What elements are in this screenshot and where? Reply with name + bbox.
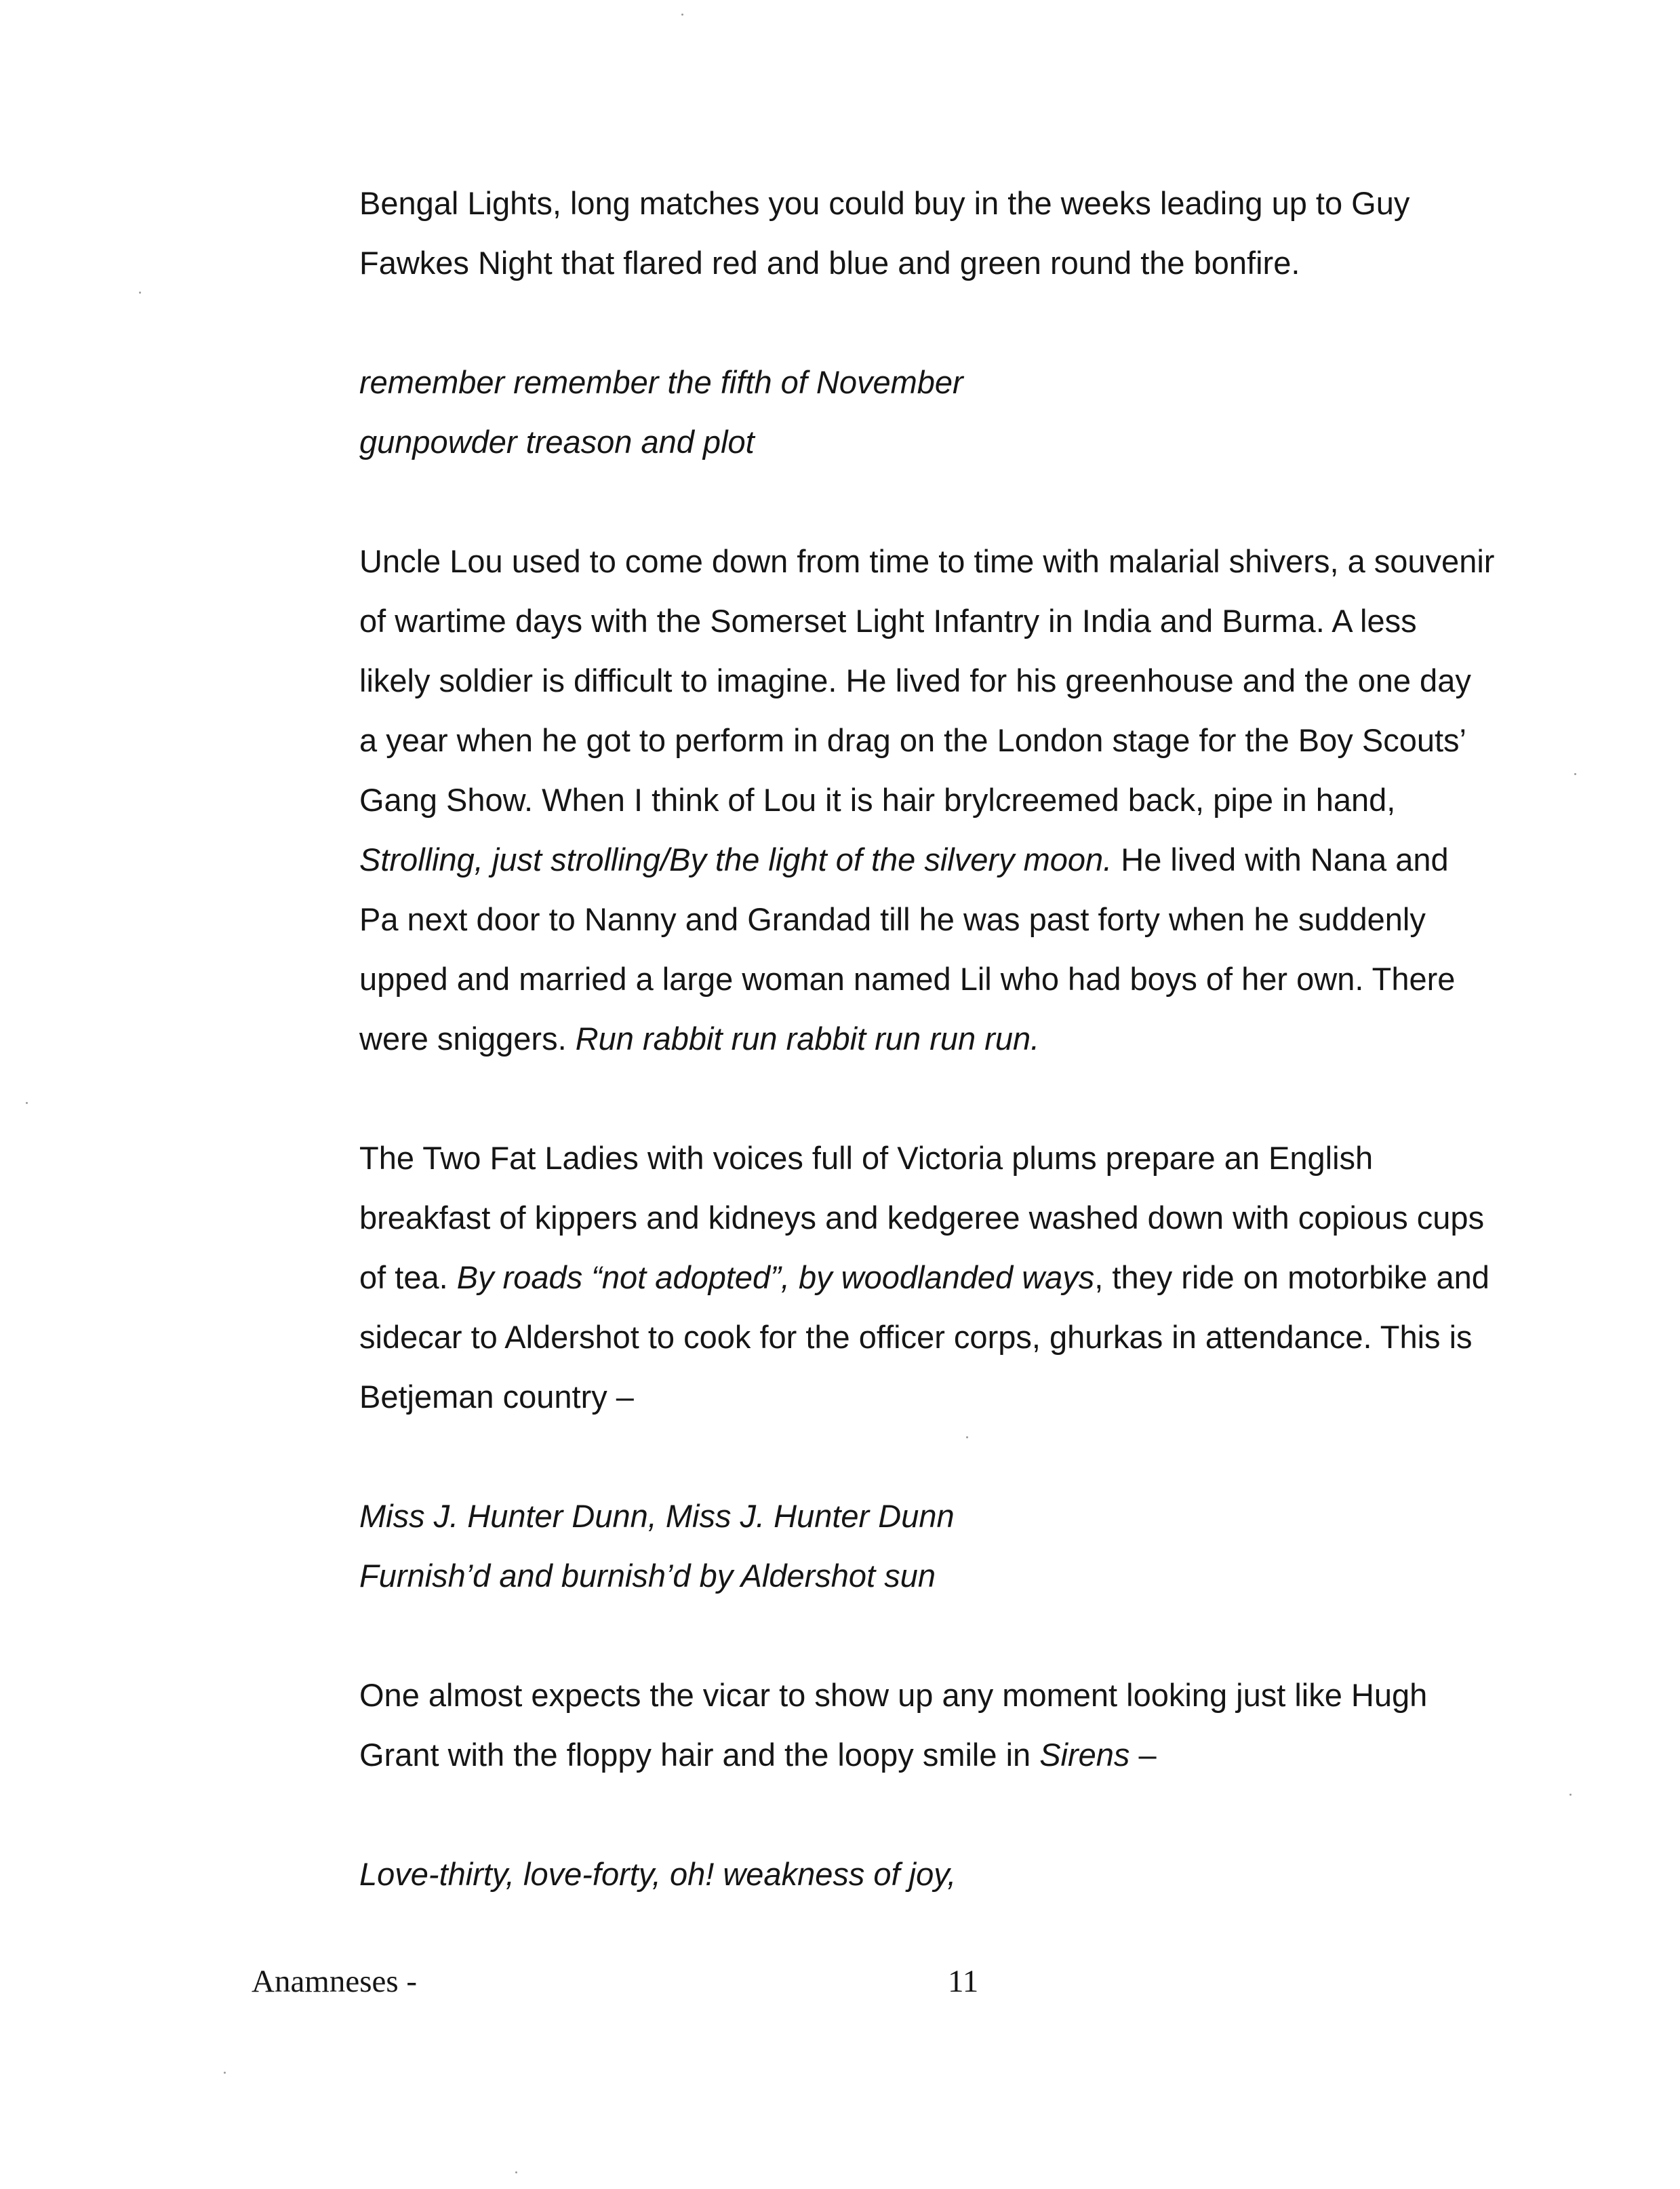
text-run: Love-thirty, love-forty, oh! weakness of joy, xyxy=(359,1856,957,1892)
text-line xyxy=(359,591,1600,651)
verse-line xyxy=(359,1486,1600,1546)
text-line xyxy=(359,1725,1600,1785)
text-line xyxy=(359,1009,1600,1069)
verse-line xyxy=(359,353,1600,412)
text-run: Grant with the floppy hair and the loopy smile in xyxy=(359,1737,1040,1773)
scan-speck xyxy=(1574,773,1576,775)
text-run: Strolling, just strolling/By the light of the silvery moon. xyxy=(359,842,1113,877)
footer-title: Anamneses - xyxy=(252,1964,418,1999)
text-run: Gang Show. When I think of Lou it is hair brylcreemed back, pipe in hand, xyxy=(359,782,1396,818)
text-run: – xyxy=(1129,1737,1157,1773)
text-run: of wartime days with the Somerset Light Infantry in India and Burma. A less xyxy=(359,603,1417,639)
text-line xyxy=(359,233,1600,293)
text-run: a year when he got to perform in drag on the London stage for the Boy Scouts’ xyxy=(359,722,1466,758)
text-line xyxy=(359,651,1600,711)
text-line xyxy=(359,1248,1600,1307)
text-run: , they ride on motorbike and xyxy=(1094,1259,1489,1295)
text-run: were sniggers. xyxy=(359,1021,576,1057)
text-run: Miss J. Hunter Dunn, Miss J. Hunter Dunn xyxy=(359,1498,955,1534)
text-run: upped and married a large woman named Lil who had boys of her own. There xyxy=(359,961,1456,997)
scan-speck xyxy=(1569,1794,1572,1796)
text-run: Uncle Lou used to come down from time to time with malarial shivers, a souvenir xyxy=(359,543,1495,579)
verse-line xyxy=(359,1845,1600,1904)
text-run: Run rabbit run rabbit run run run. xyxy=(575,1021,1040,1057)
text-run: sidecar to Aldershot to cook for the officer corps, ghurkas in attendance. This is xyxy=(359,1319,1473,1355)
text-line xyxy=(359,711,1600,770)
text-run: breakfast of kippers and kidneys and kedgeree washed down with copious cups xyxy=(359,1200,1485,1236)
text-run: remember remember the fifth of November xyxy=(359,364,963,400)
text-run: Bengal Lights, long matches you could buy in the weeks leading up to Guy xyxy=(359,185,1410,221)
scan-speck xyxy=(26,1102,28,1104)
text-run: The Two Fat Ladies with voices full of Victoria plums prepare an English xyxy=(359,1140,1374,1176)
text-line xyxy=(359,1367,1600,1427)
text-line xyxy=(359,532,1600,591)
scan-speck xyxy=(966,1436,968,1438)
text-run: Furnish’d and burnish’d by Aldershot sun xyxy=(359,1558,936,1594)
text-run: One almost expects the vicar to show up any moment looking just like Hugh xyxy=(359,1677,1428,1713)
text-line xyxy=(359,770,1600,830)
text-run: Sirens xyxy=(1039,1737,1130,1773)
scan-speck xyxy=(224,2072,226,2074)
text-run: Fawkes Night that flared red and blue and green round the bonfire. xyxy=(359,245,1300,281)
page-number: 11 xyxy=(948,1964,979,1999)
text-run: Betjeman country – xyxy=(359,1379,634,1415)
text-line xyxy=(359,830,1600,890)
text-line xyxy=(359,949,1600,1009)
scan-speck xyxy=(139,292,141,294)
text-line xyxy=(359,174,1600,233)
verse-line xyxy=(359,1546,1600,1606)
text-run: By roads “not adopted”, by woodlanded ways xyxy=(456,1259,1095,1295)
text-line xyxy=(359,1307,1600,1367)
text-line xyxy=(359,1128,1600,1188)
text-run: He lived with Nana and xyxy=(1112,842,1449,877)
text-line xyxy=(359,1665,1600,1725)
text-run: of tea. xyxy=(359,1259,457,1295)
verse-line xyxy=(359,412,1600,472)
scan-speck xyxy=(515,2171,517,2173)
text-line xyxy=(359,890,1600,949)
text-run: gunpowder treason and plot xyxy=(359,424,755,460)
body-text xyxy=(359,174,1600,1904)
text-run: Pa next door to Nanny and Grandad till he was past forty when he suddenly xyxy=(359,901,1426,937)
text-run: likely soldier is difficult to imagine. He lived for his greenhouse and the one day xyxy=(359,663,1471,698)
text-line xyxy=(359,1188,1600,1248)
scan-speck xyxy=(681,14,683,16)
